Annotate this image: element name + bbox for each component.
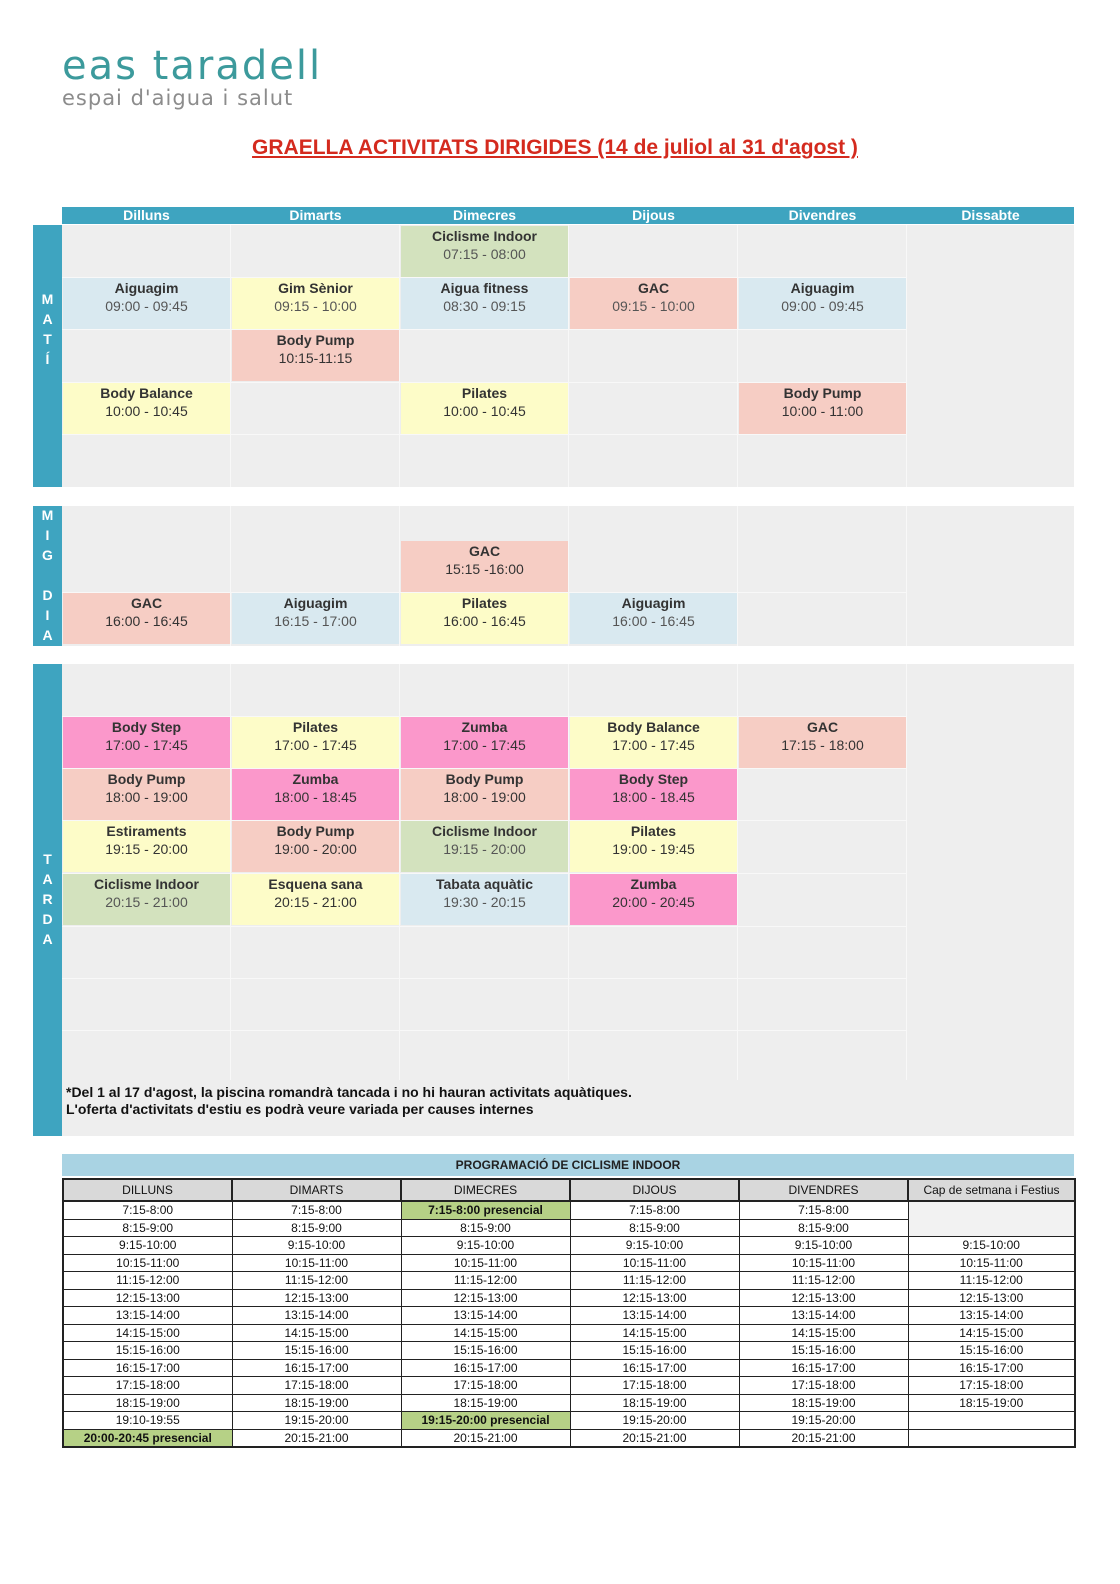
activity-cell: [570, 717, 737, 768]
activity-cell: [63, 874, 230, 925]
activity-name: Aiguagim: [114, 280, 179, 296]
activity-cell: [570, 874, 737, 925]
table-cell: 8:15-9:00: [401, 1219, 570, 1237]
table-cell: 13:15-14:00: [570, 1307, 739, 1325]
table-cell: [908, 1412, 1075, 1430]
grid-vline: [737, 506, 738, 646]
table-row: [63, 1272, 1075, 1290]
activity-time: 09:15 - 10:00: [274, 298, 357, 314]
page-title: GRAELLA ACTIVITATS DIRIGIDES (14 de juliol al 31 d'agost ): [252, 136, 858, 159]
activity-time: 16:00 - 16:45: [443, 613, 526, 629]
activity-name: Esquena sana: [268, 876, 363, 892]
grid-hline: [62, 926, 907, 927]
activity-name: Body Balance: [100, 385, 193, 401]
table-cell: 16:15-17:00: [63, 1359, 232, 1377]
activity-time: 18:00 - 19:00: [105, 789, 188, 805]
activity-cell: [232, 821, 399, 872]
table-cell: 10:15-11:00: [63, 1254, 232, 1272]
table-cell: 12:15-13:00: [63, 1289, 232, 1307]
table-cell: 16:15-17:00: [908, 1359, 1075, 1377]
table-cell: 9:15-10:00: [908, 1237, 1075, 1255]
table-cell: 18:15-19:00: [570, 1394, 739, 1412]
cycling-header: Cap de setmana i Festius: [908, 1179, 1075, 1201]
table-cell: 17:15-18:00: [570, 1377, 739, 1395]
activity-name: Body Pump: [107, 771, 186, 787]
activity-name: Body Pump: [276, 823, 355, 839]
activity-cell: [63, 821, 230, 872]
activity-time: 19:00 - 19:45: [612, 841, 695, 857]
activity-name: Ciclisme Indoor: [431, 823, 538, 839]
table-row: [63, 1394, 1075, 1412]
table-cell: 16:15-17:00: [401, 1359, 570, 1377]
migdia-label: M I G D I A: [41, 507, 54, 643]
grid-vline: [230, 225, 231, 487]
table-cell: 11:15-12:00: [232, 1272, 401, 1290]
table-row: [63, 1377, 1075, 1395]
table-cell: 9:15-10:00: [232, 1237, 401, 1255]
activity-cell: [401, 226, 568, 277]
activity-cell: [401, 717, 568, 768]
table-cell: 12:15-13:00: [739, 1289, 908, 1307]
mati-label: M A T Í: [41, 291, 54, 367]
table-cell: 7:15-8:00 presencial: [401, 1201, 570, 1219]
activity-cell: [232, 717, 399, 768]
table-row: [63, 1324, 1075, 1342]
table-cell: 9:15-10:00: [739, 1237, 908, 1255]
table-cell: 11:15-12:00: [570, 1272, 739, 1290]
cycling-header: DIMARTS: [232, 1179, 401, 1201]
grid-vline: [568, 506, 569, 646]
table-cell: 13:15-14:00: [739, 1307, 908, 1325]
activity-name: Body Pump: [276, 332, 355, 348]
activity-name: Pilates: [292, 719, 339, 735]
table-cell: 17:15-18:00: [63, 1377, 232, 1395]
schedule-note: [66, 1084, 632, 1118]
activity-time: 17:00 - 17:45: [443, 737, 526, 753]
day-header-dijous: Dijous: [569, 207, 738, 224]
activity-name: Body Step: [111, 719, 182, 735]
table-cell: 18:15-19:00: [63, 1394, 232, 1412]
activity-name: Pilates: [461, 385, 508, 401]
table-cell: 17:15-18:00: [232, 1377, 401, 1395]
table-row: [63, 1254, 1075, 1272]
table-row: [63, 1429, 1075, 1447]
activity-cell: [63, 278, 230, 329]
activity-cell: [401, 769, 568, 820]
table-cell: 14:15-15:00: [401, 1324, 570, 1342]
activity-cell: [232, 330, 399, 381]
activity-name: Ciclisme Indoor: [431, 228, 538, 244]
table-cell: 10:15-11:00: [570, 1254, 739, 1272]
grid-vline: [399, 506, 400, 646]
cycling-header: DIVENDRES: [739, 1179, 908, 1201]
table-cell: 8:15-9:00: [739, 1219, 908, 1237]
day-header-dilluns: Dilluns: [62, 207, 231, 224]
activity-name: Body Balance: [607, 719, 700, 735]
activity-time: 19:00 - 20:00: [274, 841, 357, 857]
table-cell: 16:15-17:00: [570, 1359, 739, 1377]
table-cell: 12:15-13:00: [232, 1289, 401, 1307]
activity-time: 08:30 - 09:15: [443, 298, 526, 314]
table-cell: 16:15-17:00: [232, 1359, 401, 1377]
grid-vline: [399, 664, 400, 1080]
table-cell: 17:15-18:00: [908, 1377, 1075, 1395]
day-header-dimecres: Dimecres: [400, 207, 569, 224]
table-cell: 17:15-18:00: [739, 1377, 908, 1395]
table-cell: 7:15-8:00: [739, 1201, 908, 1219]
table-cell: 13:15-14:00: [63, 1307, 232, 1325]
grid-hline: [62, 329, 907, 330]
table-cell: 14:15-15:00: [570, 1324, 739, 1342]
table-cell: 9:15-10:00: [570, 1237, 739, 1255]
activity-cell: [232, 769, 399, 820]
grid-vline: [906, 225, 907, 487]
activity-time: 09:00 - 09:45: [105, 298, 188, 314]
table-cell: 14:15-15:00: [739, 1324, 908, 1342]
activity-name: Zumba: [630, 876, 677, 892]
activity-name: GAC: [637, 280, 670, 296]
table-cell: 15:15-16:00: [739, 1342, 908, 1360]
activity-cell: [63, 717, 230, 768]
activity-cell: [401, 874, 568, 925]
tarda-label: T A R D A: [42, 851, 53, 947]
grid-vline: [906, 506, 907, 646]
activity-name: Aiguagim: [283, 595, 348, 611]
table-cell: 19:15-20:00 presencial: [401, 1412, 570, 1430]
activity-cell: [739, 717, 906, 768]
grid-vline: [230, 506, 231, 646]
table-cell: 12:15-13:00: [401, 1289, 570, 1307]
activity-cell: [401, 593, 568, 644]
cycling-header: DIJOUS: [570, 1179, 739, 1201]
grid-hline: [62, 978, 907, 979]
activity-time: 18:00 - 19:00: [443, 789, 526, 805]
logo-tagline: espai d'aigua i salut: [62, 86, 294, 110]
table-cell: 13:15-14:00: [908, 1307, 1075, 1325]
activity-name: Pilates: [461, 595, 508, 611]
activity-name: Tabata aquàtic: [436, 876, 533, 892]
activity-name: Aiguagim: [621, 595, 686, 611]
day-header-divendres: Divendres: [738, 207, 907, 224]
activity-time: 16:00 - 16:45: [612, 613, 695, 629]
activity-cell: [570, 769, 737, 820]
table-cell: 20:00-20:45 presencial: [63, 1429, 232, 1447]
table-cell: 11:15-12:00: [63, 1272, 232, 1290]
activity-time: 19:15 - 20:00: [443, 841, 526, 857]
activity-time: 16:00 - 16:45: [105, 613, 188, 629]
grid-vline: [230, 664, 231, 1080]
table-row: [63, 1307, 1075, 1325]
table-row: [63, 1342, 1075, 1360]
activity-time: 15:15 -16:00: [445, 561, 524, 577]
activity-time: 10:00 - 11:00: [781, 403, 864, 419]
activity-time: 17:00 - 17:45: [612, 737, 695, 753]
activity-name: Body Step: [618, 771, 689, 787]
activity-name: Ciclisme Indoor: [93, 876, 200, 892]
activity-name: Aigua fitness: [440, 280, 529, 296]
table-cell: 19:10-19:55: [63, 1412, 232, 1430]
activity-time: 20:00 - 20:45: [612, 894, 695, 910]
note-line-2: L'oferta d'activitats d'estiu es podrà veure variada per causes internes: [66, 1101, 534, 1117]
table-cell: 11:15-12:00: [739, 1272, 908, 1290]
table-cell: 10:15-11:00: [401, 1254, 570, 1272]
table-cell: 14:15-15:00: [908, 1324, 1075, 1342]
activity-time: 19:15 - 20:00: [105, 841, 188, 857]
table-cell: 15:15-16:00: [63, 1342, 232, 1360]
table-cell: 14:15-15:00: [232, 1324, 401, 1342]
table-cell: 11:15-12:00: [908, 1272, 1075, 1290]
table-cell: 10:15-11:00: [739, 1254, 908, 1272]
activity-time: 09:15 - 10:00: [612, 298, 695, 314]
grid-vline: [568, 664, 569, 1080]
activity-name: Aiguagim: [790, 280, 855, 296]
table-cell: 16:15-17:00: [739, 1359, 908, 1377]
table-cell: 19:15-20:00: [570, 1412, 739, 1430]
activity-name: Gim Sènior: [278, 280, 353, 296]
cycling-table: [62, 1178, 1076, 1448]
activity-time: 10:00 - 10:45: [105, 403, 188, 419]
table-cell: 18:15-19:00: [908, 1394, 1075, 1412]
grid-vline: [906, 664, 907, 1080]
table-cell: 8:15-9:00: [570, 1219, 739, 1237]
table-cell: 15:15-16:00: [908, 1342, 1075, 1360]
table-cell: 18:15-19:00: [739, 1394, 908, 1412]
table-row: [63, 1359, 1075, 1377]
day-header-dissabte: Dissabte: [907, 207, 1074, 224]
activity-time: 17:15 - 18:00: [781, 737, 864, 753]
activity-cell: [401, 278, 568, 329]
activity-cell: [570, 821, 737, 872]
grid-vline: [737, 225, 738, 487]
table-cell: 15:15-16:00: [232, 1342, 401, 1360]
day-header-dimarts: Dimarts: [231, 207, 400, 224]
table-cell: 7:15-8:00: [232, 1201, 401, 1219]
table-cell: 19:15-20:00: [232, 1412, 401, 1430]
activity-cell: [63, 383, 230, 434]
table-cell: 7:15-8:00: [570, 1201, 739, 1219]
cycling-title: PROGRAMACIÓ DE CICLISME INDOOR: [62, 1154, 1074, 1176]
activity-name: Body Pump: [445, 771, 524, 787]
note-line-1: *Del 1 al 17 d'agost, la piscina romandrà tancada i no hi hauran activitats aquàtiques.: [66, 1084, 632, 1100]
table-cell: 12:15-13:00: [570, 1289, 739, 1307]
table-row: [63, 1412, 1075, 1430]
activity-time: 17:00 - 17:45: [105, 737, 188, 753]
activity-time: 20:15 - 21:00: [274, 894, 357, 910]
table-cell: 20:15-21:00: [232, 1429, 401, 1447]
activity-cell: [232, 593, 399, 644]
activity-cell: [232, 874, 399, 925]
activity-time: 09:00 - 09:45: [781, 298, 864, 314]
activity-cell: [570, 593, 737, 644]
activity-cell: [739, 383, 906, 434]
activity-time: 10:15-11:15: [278, 350, 353, 366]
table-cell: 8:15-9:00: [63, 1219, 232, 1237]
table-cell: 20:15-21:00: [570, 1429, 739, 1447]
table-cell: 19:15-20:00: [739, 1412, 908, 1430]
activity-name: Zumba: [292, 771, 339, 787]
activity-time: 20:15 - 21:00: [105, 894, 188, 910]
activity-time: 07:15 - 08:00: [443, 246, 526, 262]
table-cell: 9:15-10:00: [401, 1237, 570, 1255]
table-cell: 10:15-11:00: [908, 1254, 1075, 1272]
table-cell: 8:15-9:00: [232, 1219, 401, 1237]
activity-cell: [401, 383, 568, 434]
table-cell: 20:15-21:00: [739, 1429, 908, 1447]
activity-time: 16:15 - 17:00: [274, 613, 357, 629]
activity-name: Pilates: [630, 823, 677, 839]
activity-cell: [739, 278, 906, 329]
activity-time: 18:00 - 18.45: [612, 789, 695, 805]
grid-vline: [737, 664, 738, 1080]
grid-vline: [568, 225, 569, 487]
table-row: [63, 1289, 1075, 1307]
activity-name: GAC: [468, 543, 501, 559]
activity-time: 18:00 - 18:45: [274, 789, 357, 805]
activity-cell: [232, 278, 399, 329]
table-cell: 15:15-16:00: [570, 1342, 739, 1360]
table-cell: [908, 1429, 1075, 1447]
table-cell: 14:15-15:00: [63, 1324, 232, 1342]
table-cell: 18:15-19:00: [401, 1394, 570, 1412]
table-row: [63, 1237, 1075, 1255]
activity-time: 19:30 - 20:15: [443, 894, 526, 910]
table-cell: 15:15-16:00: [401, 1342, 570, 1360]
table-cell: 17:15-18:00: [401, 1377, 570, 1395]
activity-time: 10:00 - 10:45: [443, 403, 526, 419]
activity-name: Zumba: [461, 719, 508, 735]
table-cell: 10:15-11:00: [232, 1254, 401, 1272]
grid-hline: [62, 1030, 907, 1031]
activity-cell: [63, 593, 230, 644]
cycling-header: DILLUNS: [63, 1179, 232, 1201]
activity-name: GAC: [130, 595, 163, 611]
activity-name: Estiraments: [106, 823, 187, 839]
table-cell: 12:15-13:00: [908, 1289, 1075, 1307]
grid-hline: [62, 434, 907, 435]
table-cell: 7:15-8:00: [63, 1201, 232, 1219]
activity-cell: [401, 541, 568, 592]
activity-name: GAC: [806, 719, 839, 735]
activity-name: Body Pump: [783, 385, 862, 401]
table-cell: 13:15-14:00: [232, 1307, 401, 1325]
activity-cell: [63, 769, 230, 820]
table-cell: 11:15-12:00: [401, 1272, 570, 1290]
table-cell: 9:15-10:00: [63, 1237, 232, 1255]
activity-cell: [401, 821, 568, 872]
activity-time: 17:00 - 17:45: [274, 737, 357, 753]
logo-name: eas taradell: [62, 43, 323, 89]
table-cell-empty: [908, 1201, 1075, 1237]
activity-cell: [570, 278, 737, 329]
cycling-header: DIMECRES: [401, 1179, 570, 1201]
table-cell: 13:15-14:00: [401, 1307, 570, 1325]
grid-vline: [399, 225, 400, 487]
table-cell: 18:15-19:00: [232, 1394, 401, 1412]
table-cell: 20:15-21:00: [401, 1429, 570, 1447]
table-row: [63, 1201, 1075, 1219]
logo: [62, 44, 322, 110]
